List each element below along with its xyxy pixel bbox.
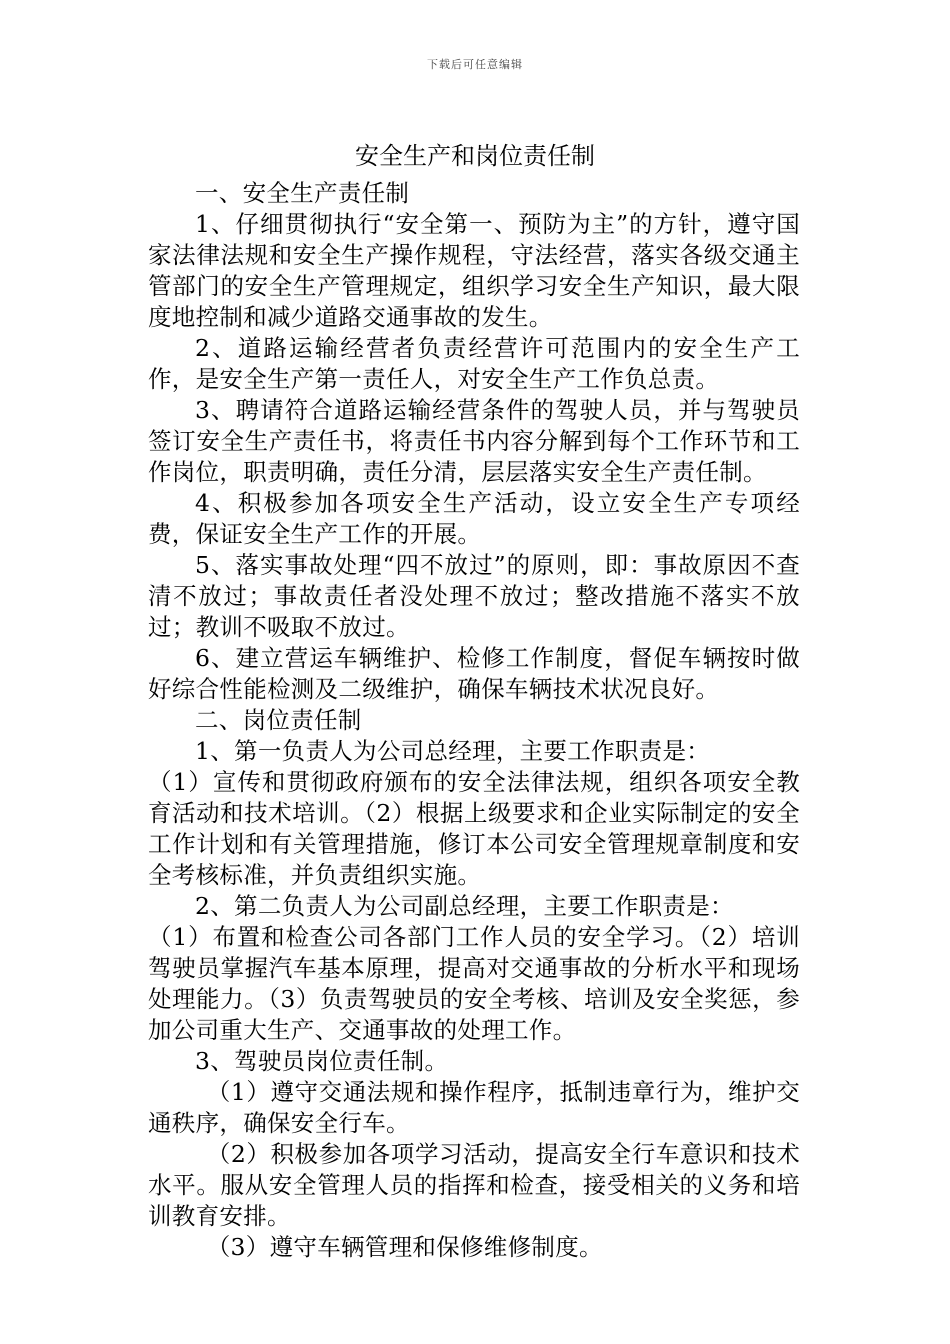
- section-2-item-1-body: （1）宣传和贯彻政府颁布的安全法律法规，组织各项安全教育活动和技术培训。（2）根据上级要求和企业实际制定的安全工作计划和有关管理措施，修订本公司安全管理规章制度和安全考核标准，并负责组织实施。: [148, 768, 800, 889]
- section-2-item-3-sub-3: （3）遵守车辆管理和保修维修制度。: [206, 1233, 603, 1261]
- section-1-paragraph-1: 1、仔细贯彻执行“安全第一、预防为主”的方针，遵守国家法律法规和安全生产操作规程，守法经营，落实各级交通主管部门的安全生产管理规定，组织学习安全生产知识，最大限度地控制和减少道路交通事故的发生。: [148, 210, 800, 331]
- section-1-paragraph-4: 4、积极参加各项安全生产活动，设立安全生产专项经费，保证安全生产工作的开展。: [148, 489, 800, 548]
- section-2-heading: 二、岗位责任制: [195, 706, 362, 734]
- section-1-paragraph-2: 2、道路运输经营者负责经营许可范围内的安全生产工作，是安全生产第一责任人，对安全生产工作负总责。: [148, 334, 800, 393]
- page-header-note: 下载后可任意编辑: [427, 58, 523, 71]
- section-2-item-3-sub-2: （2）积极参加各项学习活动，提高安全行车意识和技术水平。服从安全管理人员的指挥和检查，接受相关的义务和培训教育安排。: [148, 1140, 800, 1230]
- section-2-item-3-sub-1: （1）遵守交通法规和操作程序，抵制违章行为，维护交通秩序，确保安全行车。: [148, 1078, 800, 1137]
- section-1-paragraph-5: 5、落实事故处理“四不放过”的原则，即：事故原因不查清不放过；事故责任者没处理不放过；整改措施不落实不放过；教训不吸取不放过。: [148, 551, 800, 641]
- section-1-paragraph-3: 3、聘请符合道路运输经营条件的驾驶人员，并与驾驶员签订安全生产责任书，将责任书内容分解到每个工作环节和工作岗位，职责明确，责任分清，层层落实安全生产责任制。: [148, 396, 800, 486]
- section-2-item-2-lead: 2、第二负责人为公司副总经理，主要工作职责是：: [195, 892, 734, 920]
- document-title: 安全生产和岗位责任制: [355, 142, 595, 170]
- document-body: [148, 178, 800, 1263]
- section-2-item-2-body: （1）布置和检查公司各部门工作人员的安全学习。（2）培训驾驶员掌握汽车基本原理，提高对交通事故的分析水平和现场处理能力。（3）负责驾驶员的安全考核、培训及安全奖惩，参加公司重大生产、交通事故的处理工作。: [148, 923, 800, 1044]
- section-1-heading: 一、安全生产责任制: [195, 179, 410, 207]
- section-2-item-1-lead: 1、第一负责人为公司总经理，主要工作职责是：: [195, 737, 711, 765]
- section-1-paragraph-6: 6、建立营运车辆维护、检修工作制度，督促车辆按时做好综合性能检测及二级维护，确保车辆技术状况良好。: [148, 644, 800, 703]
- section-2-item-3-lead: 3、驾驶员岗位责任制。: [195, 1047, 449, 1075]
